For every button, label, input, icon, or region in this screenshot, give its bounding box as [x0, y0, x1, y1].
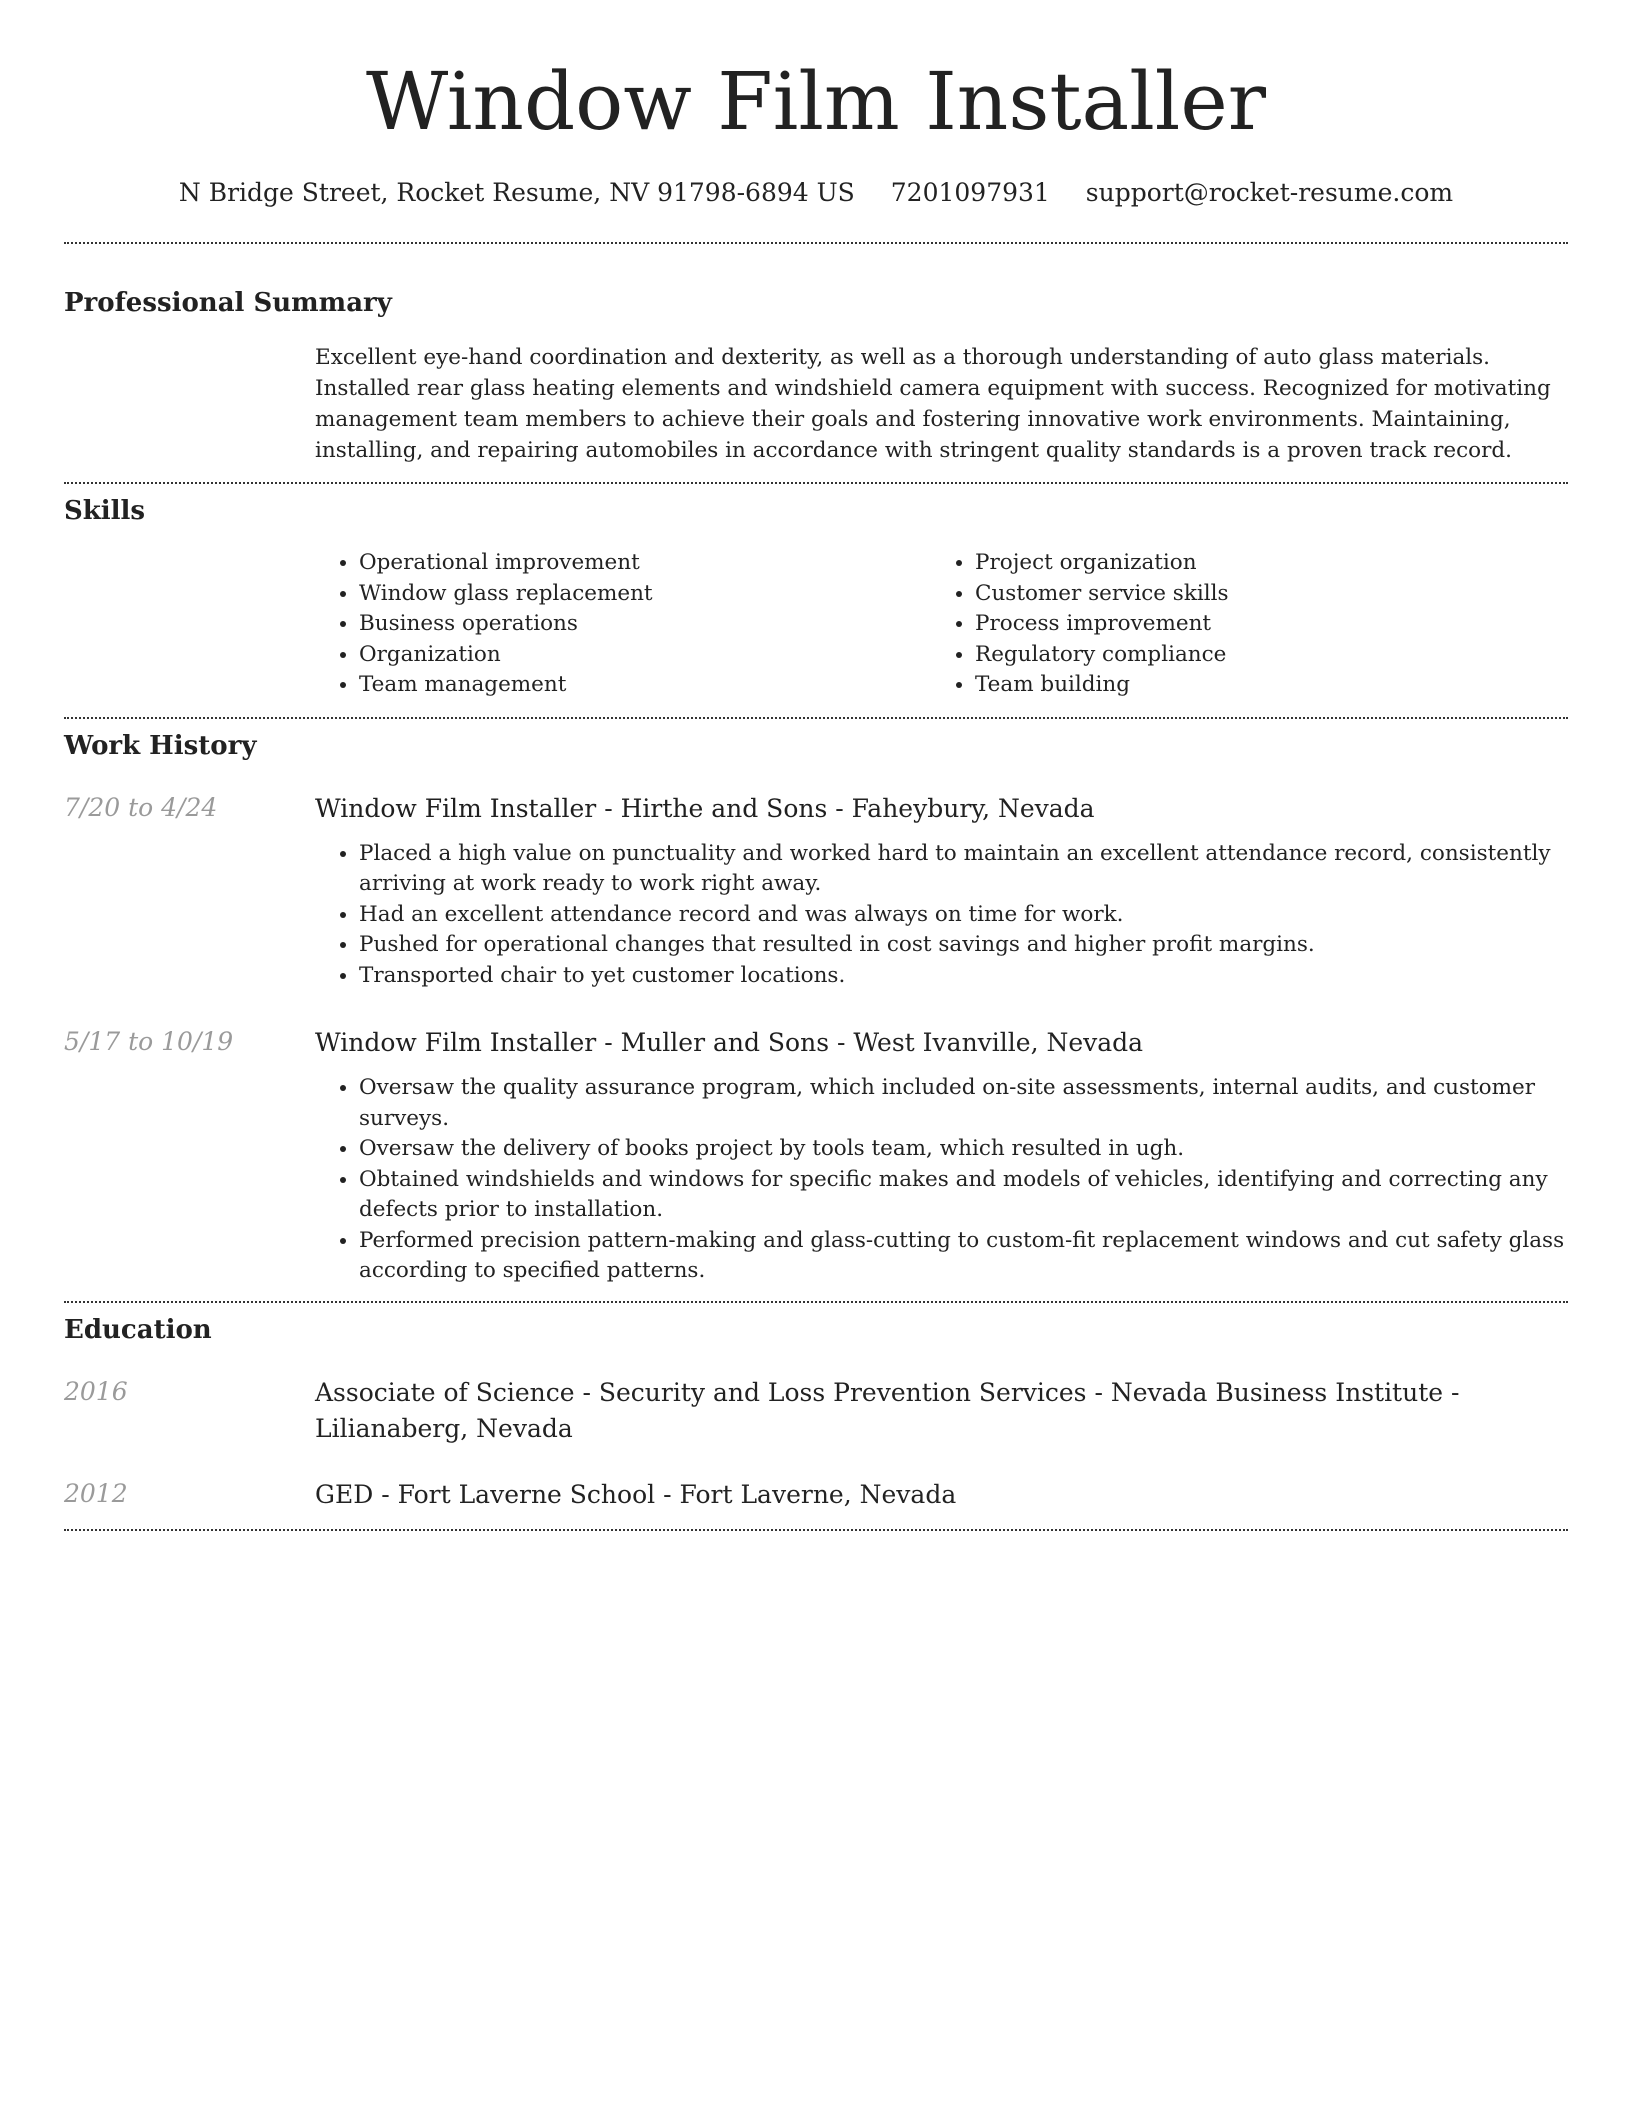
job-dates: 5/17 to 10/19: [64, 1027, 234, 1056]
skill-item: • Project organization: [975, 548, 1547, 579]
job-entry: [64, 1025, 1568, 1287]
contact-email: support@rocket-resume.com: [1085, 178, 1454, 207]
education-degree: GED: [315, 1479, 374, 1509]
skill-item: • Regulatory compliance: [975, 640, 1547, 671]
skill-item: • Business operations: [359, 609, 931, 640]
skill-item: • Operational improvement: [359, 548, 931, 579]
education-heading: Associate of Science - Security and Loss Prevention Services - Nevada Business Institute - Lilianaberg, Nevada: [315, 1377, 1460, 1443]
job-bullets: [315, 839, 1568, 992]
work-section: [64, 729, 1568, 1287]
education-section: [64, 1313, 1568, 1513]
education-location: Fort Laverne, Nevada: [679, 1479, 957, 1509]
skills-section: [64, 494, 1568, 701]
section-divider: [64, 717, 1568, 719]
skill-item: • Process improvement: [975, 609, 1547, 640]
job-location: Faheybury, Nevada: [851, 793, 1095, 823]
job-bullet: • Placed a high value on punctuality and worked hard to maintain an excellent attendance record, consistently arriving at work ready to work right away.: [359, 839, 1568, 900]
contact-phone: 7201097931: [890, 178, 1050, 207]
job-role: Window Film Installer: [315, 1028, 597, 1057]
education-body: [315, 1375, 1568, 1447]
contact-line: [64, 176, 1568, 210]
job-bullet: • Oversaw the delivery of books project by tools team, which resulted in ugh.: [359, 1134, 1568, 1165]
job-company: Muller and Sons: [620, 1028, 830, 1057]
contact-address: N Bridge Street, Rocket Resume, NV 91798-6894 US: [178, 178, 855, 207]
job-bullet: • Oversaw the quality assurance program, which included on-site assessments, internal audits, and customer surveys.: [359, 1073, 1568, 1134]
job-heading: Window Film Installer - Hirthe and Sons - Faheybury, Nevada: [315, 793, 1095, 823]
skills-title: Skills: [64, 496, 146, 526]
skills-list-right: [931, 548, 1547, 701]
job-entry: [64, 791, 1568, 992]
section-divider: [64, 482, 1568, 484]
skill-item: • Team building: [975, 670, 1547, 701]
education-year: 2012: [64, 1478, 128, 1508]
education-degree: Associate of Science - Security and Loss Prevention Services: [315, 1377, 1087, 1407]
education-location: Lilianaberg, Nevada: [315, 1413, 573, 1443]
job-bullet: • Pushed for operational changes that resulted in cost savings and higher profit margins.: [359, 930, 1568, 961]
education-year: 2016: [64, 1376, 128, 1406]
resume-name: Window Film Installer: [366, 55, 1266, 148]
section-divider: [64, 242, 1568, 244]
job-bullets: [315, 1073, 1568, 1287]
work-title: Work History: [64, 730, 257, 761]
education-heading: GED - Fort Laverne School - Fort Laverne, Nevada: [315, 1479, 957, 1509]
section-divider: [64, 1301, 1568, 1303]
skills-grid: [315, 548, 1568, 701]
skill-item: • Team management: [359, 670, 931, 701]
education-entry: [64, 1375, 1568, 1447]
summary-title: Professional Summary: [64, 288, 392, 318]
job-bullet: • Performed precision pattern-making and glass-cutting to custom-fit replacement windows and cut safety glass according to specified patterns.: [359, 1226, 1568, 1287]
job-company: Hirthe and Sons: [620, 793, 828, 823]
job-bullet: • Obtained windshields and windows for specific makes and models of vehicles, identifying and correcting any defects prior to installation.: [359, 1165, 1568, 1226]
education-school: Nevada Business Institute: [1110, 1377, 1444, 1407]
summary-section: [64, 286, 1568, 466]
section-divider: [64, 1529, 1568, 1531]
job-bullet: • Had an excellent attendance record and was always on time for work.: [359, 900, 1568, 931]
job-body: [315, 1025, 1568, 1287]
skill-item: • Organization: [359, 640, 931, 671]
job-location: West Ivanville, Nevada: [853, 1028, 1144, 1057]
summary-text: Excellent eye-hand coordination and dexterity, as well as a thorough understanding of auto glass materials. Installed rear glass heating elements and windshield camera equipment with success. Recognized for motivating management team members to achieve their goals and fostering innovative work environments. Maintaining, installing, and repairing automobiles in accordance with stringent quality standards is a proven track record.: [315, 345, 1551, 463]
job-dates: 7/20 to 4/24: [64, 792, 218, 822]
education-entry: [64, 1477, 1568, 1513]
job-heading: Window Film Installer - Muller and Sons - West Ivanville, Nevada: [315, 1028, 1144, 1057]
education-school: Fort Laverne School: [397, 1479, 656, 1509]
skill-item: • Customer service skills: [975, 579, 1547, 610]
skills-list-left: [315, 548, 931, 701]
skill-item: • Window glass replacement: [359, 579, 931, 610]
job-role: Window Film Installer: [315, 793, 597, 823]
education-body: [315, 1477, 1568, 1513]
education-title: Education: [64, 1314, 212, 1345]
job-body: [315, 791, 1568, 992]
job-bullet: • Transported chair to yet customer locations.: [359, 961, 1568, 992]
